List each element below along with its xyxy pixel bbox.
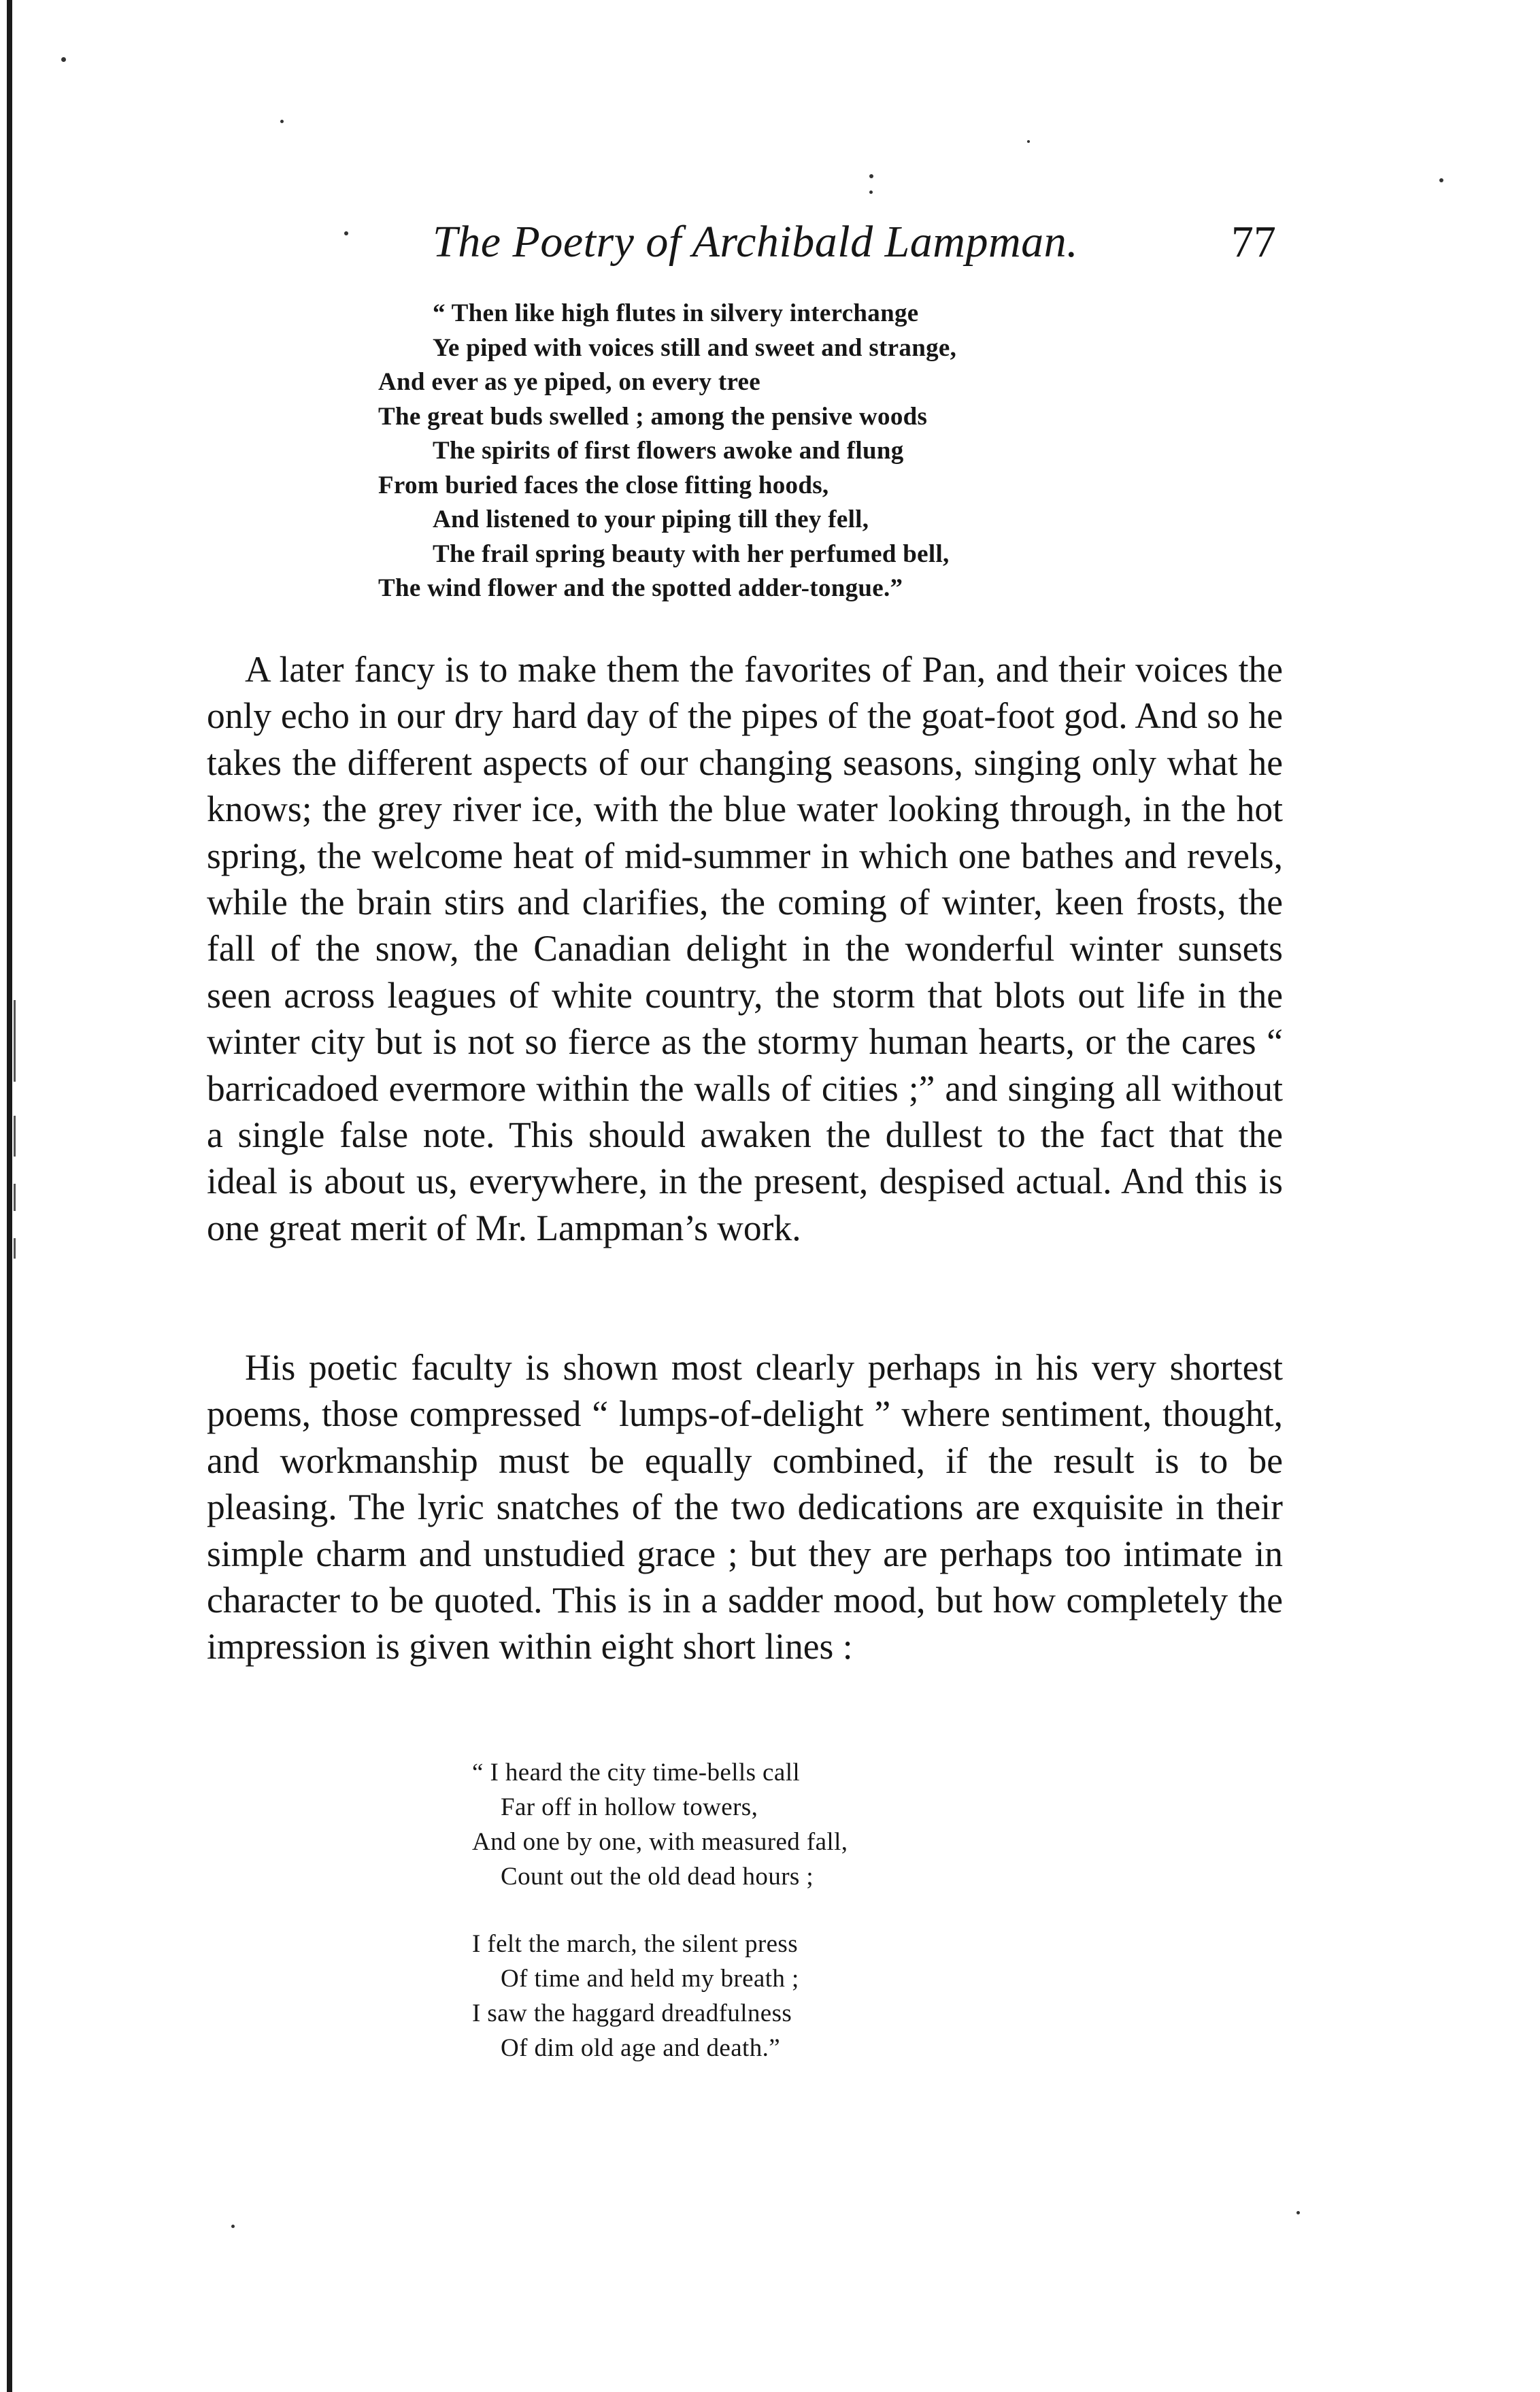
scan-speck [1296,2211,1300,2214]
scan-speck [61,57,66,62]
scan-mark [14,1184,16,1211]
verse-line: And one by one, with measured fall, [472,1828,848,1856]
verse-line: The great buds swelled ; among the pensive woods [378,402,928,431]
paragraph-one: A later fancy is to make them the favorites of Pan, and their voices the only echo in our dry hard day of the pipes of the goat-foot god. And so he takes the different aspects of our changing seasons, singing only what he knows; the grey river ice, with the blue water looking through, in the hot spring, the welcome heat of mid-summer in which one bathes and revels, while the brain stirs and clarifies, the coming of winter, keen frosts, the fall of the snow, the Canadian delight in the wonderful winter sunsets seen across leagues of white country, the storm that blots out life in the winter city but is not so fierce as the stormy human hearts, or the cares “ barricadoed evermore within the walls of cities ;” and singing all without a single false note. This should awaken the dullest to the fact that the ideal is about us, everywhere, in the present, despised actual. And this is one great merit of Mr. Lampman’s work. [207,649,1283,1248]
scan-speck [1439,178,1443,182]
verse-line: “ Then like high flutes in silvery interchange [433,299,919,327]
verse-line: I felt the march, the silent press [472,1930,799,1958]
scan-speck [231,2225,235,2228]
binding-edge [7,0,12,2392]
verse-line: Of dim old age and death.” [501,2034,781,2062]
verse-line: Count out the old dead hours ; [501,1863,814,1891]
scan-speck [1027,140,1030,143]
paragraph-two: His poetic faculty is shown most clearly perhaps in his very shortest poems, those compressed “ lumps-of-delight ” where sentiment, thought, and workmanship must be equally combined, if the result is to be pleasing. The lyric snatches of the two dedications are exquisite in their simple charm and unstudied grace ; but they are perhaps too intimate in character to be quoted. This is in a sadder mood, but how completely the impression is given within eight short lines : [207,1347,1283,1667]
verse-line: Ye piped with voices still and sweet and strange, [433,333,957,362]
verse-line: The spirits of first flowers awoke and flung [433,437,904,465]
scan-speck [344,231,348,235]
page-number: 77 [1231,217,1276,267]
verse-line: “ I heard the city time-bells call [472,1759,801,1787]
verse-quotation-one [378,297,1330,606]
scan-mark [14,1116,16,1157]
scan-speck [869,190,873,194]
body-text-block-one [207,646,1283,1251]
scan-mark [14,1238,16,1259]
verse-line: From buried faces the close fitting hoods, [378,471,829,499]
stanza-two [472,1927,1220,2065]
scan-speck [869,174,873,178]
scan-speck [280,120,284,123]
verse-line: And listened to your piping till they fell, [433,505,869,533]
verse-quotation-two [472,1755,1220,2098]
verse-line: And ever as ye piped, on every tree [378,368,760,396]
body-text-block-two [207,1344,1283,1670]
verse-line: Of time and held my breath ; [501,1965,799,1993]
scan-mark [14,1000,16,1082]
verse-line: The wind flower and the spotted adder-tongue.” [378,574,903,602]
stanza-one [472,1755,1220,1894]
verse-line: I saw the haggard dreadfulness [472,1999,792,2027]
running-title: The Poetry of Archibald Lampman. [433,217,1079,267]
verse-line: Far off in hollow towers, [501,1793,758,1821]
verse-line: The frail spring beauty with her perfumed bell, [433,539,950,568]
